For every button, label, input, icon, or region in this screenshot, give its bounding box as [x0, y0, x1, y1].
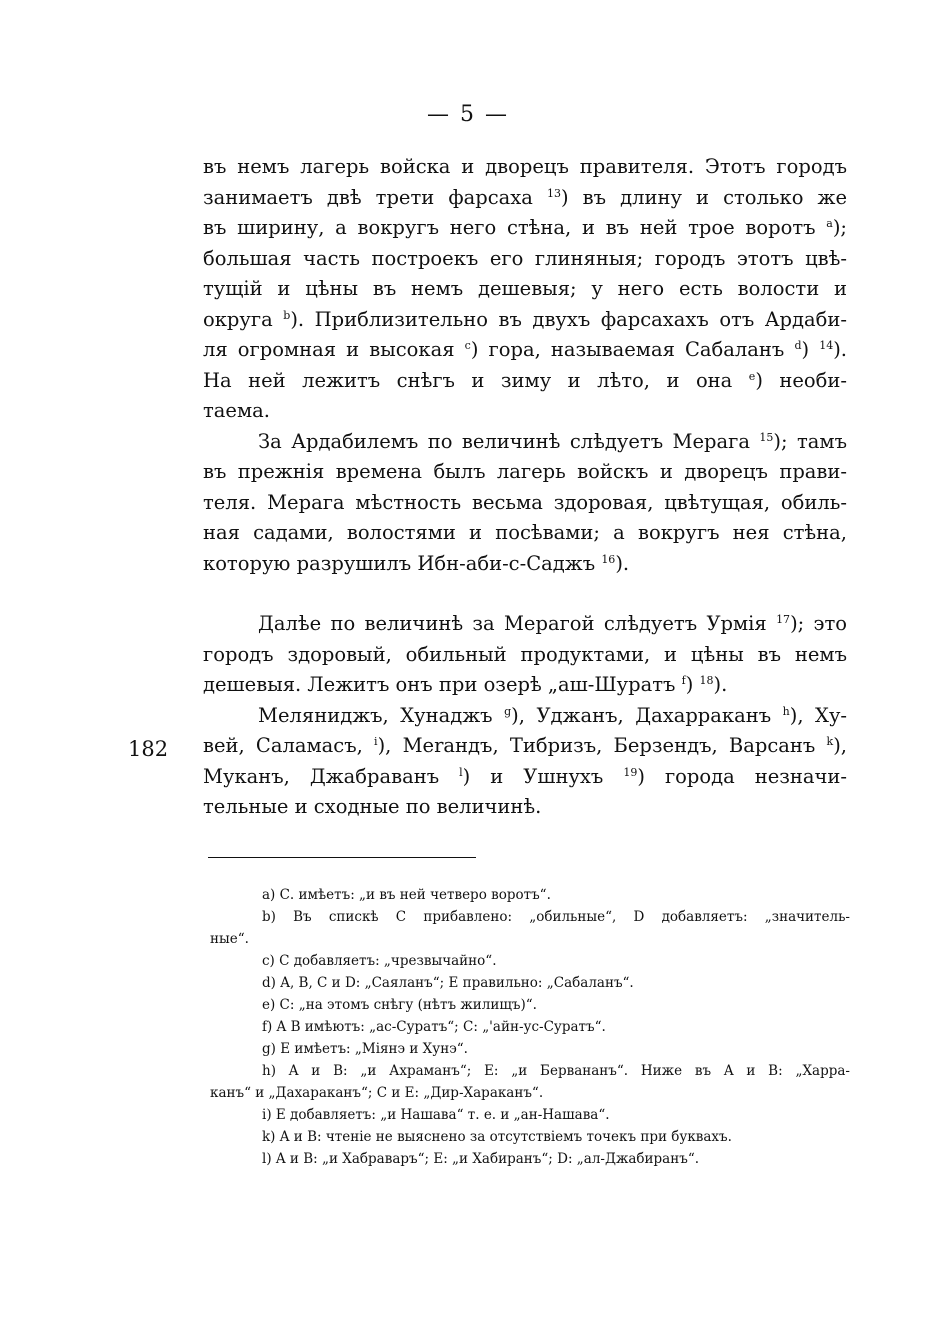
text-line: въ ширину, а вокругъ него стѣна, и въ ней трое воротъ $^a$); [203, 216, 848, 239]
footnote-ref: e [748, 369, 756, 383]
footnote-ref: h [782, 704, 790, 718]
footnote-ref: g [504, 704, 512, 718]
endnote-ref: 13 [546, 186, 561, 200]
footnote-divider [208, 857, 476, 858]
text-line: Меляниджъ, Хунаджъ $^g$), Уджанъ, Дахарраканъ $^h$), Ху- [258, 703, 848, 727]
footnote-k: k) A и B: чтеніе не выяснено за отсутствіемъ точекъ при буквахъ. [262, 1129, 732, 1145]
text-line: Далѣе по величинѣ за Мерагой слѣдуетъ Урмія $^{17}$); это [258, 612, 848, 635]
text-line: большая часть построекъ его глиняныя; городъ этотъ цвѣ- [203, 246, 847, 270]
text-line: городъ здоровый, обильный продуктами, и цѣны въ немъ [203, 642, 847, 666]
text-line: округа $^b$). Приблизительно въ двухъ фарсахахъ отъ Ардаби- [203, 307, 847, 331]
text-line: въ прежнія времена былъ лагерь войскъ и дворецъ прави- [203, 460, 847, 483]
footnote-ref: d [794, 339, 802, 352]
text-line: тельные и сходные по величинѣ. [203, 795, 542, 818]
endnote-ref: 14 [819, 339, 834, 352]
footnote-g: g) E имѣетъ: „Міянэ и Хунэ“. [262, 1041, 468, 1057]
footnote-c: c) С добавляетъ: „чрезвычайно“. [262, 953, 497, 969]
text-line: въ немъ лагерь войска и дворецъ правителя. Этотъ городъ [203, 155, 847, 178]
text-line: которую разрушилъ Ибн-аби-с-Саджъ $^{16}$). [203, 551, 630, 575]
footnote-f: f) A B имѣютъ: „ас-Суратъ“; С: „'айн-ус-Суратъ“. [262, 1019, 606, 1035]
endnote-ref: 16 [601, 552, 616, 566]
text-line: дешевыя. Лежитъ онъ при озерѣ „аш-Шуратъ $^f$) $^{18}$). [203, 673, 728, 696]
footnote-ref: i [374, 735, 378, 748]
footnote-e: e) С: „на этомъ снѣгу (нѣтъ жилищъ)“. [262, 997, 537, 1013]
footnote-l: l) A и B: „и Хабраваръ“; E: „и Хабиранъ“; D: „ал-Джабиранъ“. [262, 1151, 700, 1167]
footnote-b: b) Въ спискѣ С прибавлено: „обильные“, D добавляетъ: „значитель- [262, 909, 850, 925]
footnote-d: d) A, B, C и D: „Саяланъ“; E правильно: „Сабаланъ“. [262, 975, 634, 991]
footnote-ref: a [826, 217, 833, 230]
footnote-h: h) A и B: „и Ахраманъ“; E: „и Бервананъ“. Ниже въ A и B: „Харра- [262, 1063, 850, 1079]
footnote-ref: l [459, 765, 463, 779]
footnote-b-continued: ные“. [210, 931, 249, 947]
text-line: За Ардабилемъ по величинѣ слѣдуетъ Мерага $^{15}$); тамъ [258, 429, 847, 453]
footnotes [210, 884, 850, 1170]
text-line: теля. Мерага мѣстность весьма здоровая, цвѣтущая, обиль- [203, 490, 847, 514]
footnote-ref: b [283, 308, 291, 322]
main-text [203, 152, 847, 823]
footnote-ref: c [464, 339, 471, 352]
text-line: таема. [203, 399, 270, 422]
text-line: занимаетъ двѣ трети фарсаха $^{13}$) въ длину и столько же [203, 185, 848, 209]
text-line: Муканъ, Джабраванъ $^l$) и Ушнухъ $^{19}$) города незначи- [203, 764, 848, 788]
footnote-ref: k [826, 735, 834, 748]
footnote-i: i) E добавляетъ: „и Нашава“ т. е. и „ан-Нашава“. [262, 1107, 610, 1123]
endnote-ref: 17 [776, 613, 791, 626]
footnote-a: a) С. имѣетъ: „и въ ней четверо воротъ“. [262, 887, 551, 903]
page-number: — 5 — [427, 102, 509, 127]
text-line: На ней лежитъ снѣгъ и зиму и лѣто, и она $^e$) необи- [203, 368, 847, 392]
endnote-ref: 18 [699, 674, 714, 687]
text-line: ля огромная и высокая $^c$) гора, называемая Сабаланъ $^d$) $^{14}$). [203, 338, 848, 361]
endnote-ref: 15 [759, 430, 774, 444]
footnote-ref: f [681, 674, 686, 687]
text-line: вей, Саламасъ, $^i$), Merандъ, Тибризъ, Берзендъ, Варсанъ $^k$), [203, 734, 847, 757]
footnote-h-continued: канъ“ и „Дахараканъ“; С и E: „Дир-Хараканъ“. [210, 1085, 544, 1101]
margin-number: 182 [128, 737, 169, 761]
text-line: ная садами, волостями и посѣвами; а вокругъ нея стѣна, [203, 521, 847, 544]
endnote-ref: 19 [623, 765, 638, 779]
text-line: тущій и цѣны въ немъ дешевыя; у него есть волости и [203, 277, 847, 300]
